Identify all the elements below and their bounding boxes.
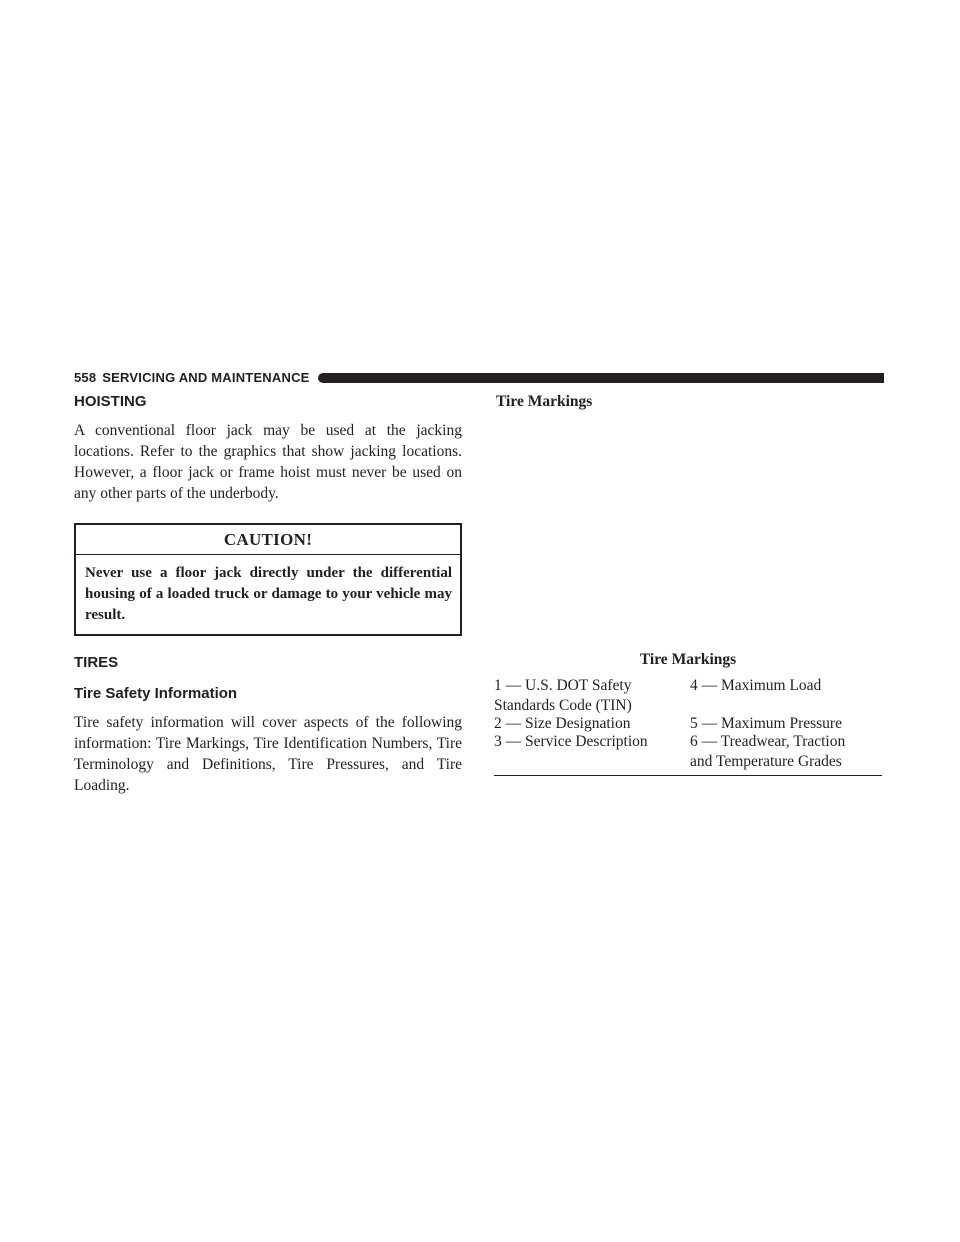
- legend-item-2: 2 — Size Designation: [494, 715, 631, 732]
- tire-safety-heading: Tire Safety Information: [74, 685, 238, 702]
- right-column: [494, 392, 882, 776]
- legend-item-3: 3 — Service Description: [494, 733, 648, 750]
- caution-text: Never use a floor jack directly under the differential housing of a loaded truck or damage to your vehicle may result.: [85, 565, 452, 623]
- tires-heading: TIRES: [74, 654, 119, 671]
- tire-safety-paragraph: Tire safety information will cover aspects of the following information: Tire Markings, Tire Identification Numbers, Tire Terminology and Definitions, Tire Pressures, and Tire Loading.: [74, 714, 462, 794]
- legend-item-1b: Standards Code (TIN): [494, 697, 632, 714]
- page-header: [74, 370, 884, 386]
- figure-placeholder: [494, 412, 882, 650]
- legend-item-5: 5 — Maximum Pressure: [690, 715, 842, 732]
- left-column: [74, 392, 462, 796]
- hoisting-heading: HOISTING: [74, 393, 147, 410]
- hoisting-paragraph: A conventional floor jack may be used at the jacking locations. Refer to the graphics that show jacking locations. However, a floor jack or frame hoist must never be used on any other parts of the underbody.: [74, 422, 462, 502]
- caution-box: [74, 523, 462, 636]
- figure-title: Tire Markings: [496, 393, 593, 410]
- header-rule: [318, 373, 884, 383]
- page-number: 558: [74, 370, 97, 385]
- caption-title: Tire Markings: [639, 651, 737, 668]
- section-title: SERVICING AND MAINTENANCE: [102, 370, 310, 385]
- legend-item-4: 4 — Maximum Load: [690, 677, 822, 694]
- caution-title: CAUTION!: [76, 525, 460, 555]
- figure-legend: [494, 677, 882, 776]
- legend-item-6a: 6 — Treadwear, Traction: [690, 733, 846, 750]
- legend-item-6b: and Temperature Grades: [690, 753, 842, 770]
- legend-item-1a: 1 — U.S. DOT Safety: [494, 677, 632, 694]
- header-text: [74, 370, 310, 386]
